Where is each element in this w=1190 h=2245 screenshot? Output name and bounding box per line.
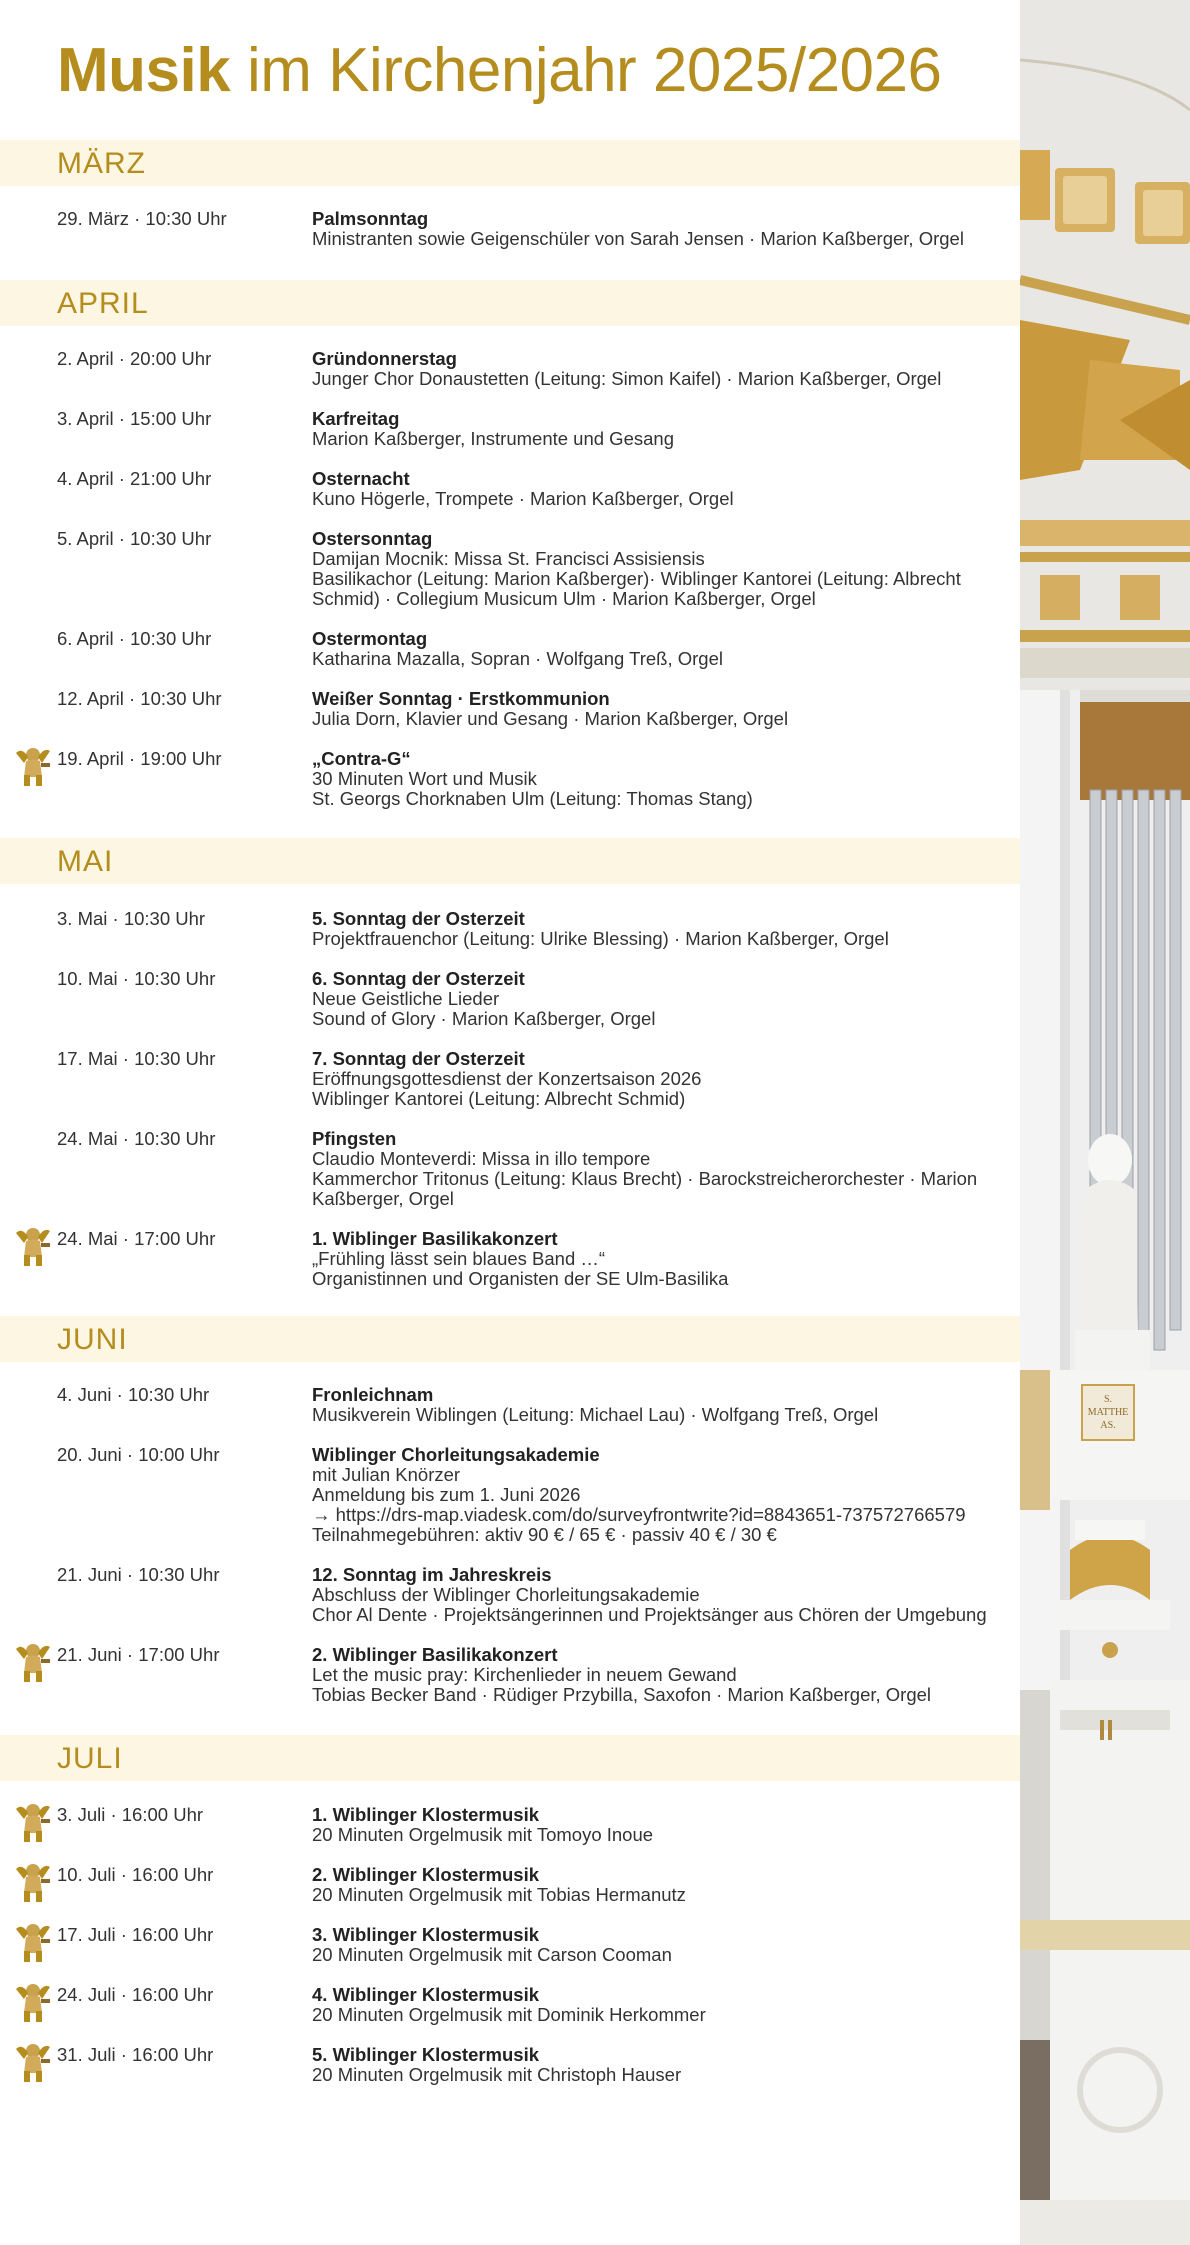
month-label: MÄRZ bbox=[57, 147, 146, 180]
cherub-icon bbox=[12, 1919, 54, 1963]
event-title: Weißer Sonntag · Erstkommunion bbox=[312, 688, 610, 709]
event-line: Organistinnen und Organisten der SE Ulm-Basilika bbox=[312, 1268, 729, 1289]
event-date: 4. Juni · 10:30 Uhr bbox=[57, 1384, 210, 1405]
month-header bbox=[0, 280, 1020, 326]
event-title: Wiblinger Chorleitungsakademie bbox=[312, 1444, 600, 1465]
month-label: APRIL bbox=[57, 287, 149, 320]
event-line: Wiblinger Kantorei (Leitung: Albrecht Schmid) bbox=[312, 1088, 686, 1109]
event-date: 21. Juni · 17:00 Uhr bbox=[57, 1644, 220, 1665]
month-label: JUNI bbox=[57, 1323, 128, 1356]
cherub-icon bbox=[12, 1979, 54, 2023]
event-line: St. Georgs Chorknaben Ulm (Leitung: Thomas Stang) bbox=[312, 788, 753, 809]
event-details bbox=[312, 1925, 1012, 1965]
event-details bbox=[312, 629, 1012, 669]
event-date: 3. Mai · 10:30 Uhr bbox=[57, 908, 206, 929]
church-organ-photo bbox=[1020, 0, 1190, 2245]
event-line: mit Julian Knörzer bbox=[312, 1464, 461, 1485]
event-title: 7. Sonntag der Osterzeit bbox=[312, 1048, 525, 1069]
event-details bbox=[312, 749, 1012, 809]
cherub-icon bbox=[12, 2039, 54, 2083]
event-line: 20 Minuten Orgelmusik mit Christoph Hauser bbox=[312, 2064, 682, 2085]
event-line: Julia Dorn, Klavier und Gesang · Marion Kaßberger, Orgel bbox=[312, 708, 789, 729]
month-header bbox=[0, 838, 1020, 884]
event-date: 6. April · 10:30 Uhr bbox=[57, 628, 212, 649]
event-details bbox=[312, 689, 1012, 729]
registration-link[interactable]: → https://drs-map.viadesk.com/do/surveyfrontwrite?id=8843651-737572766579 bbox=[312, 1504, 966, 1525]
event-line: Basilikachor (Leitung: Marion Kaßberger)· Wiblinger Kantorei (Leitung: Albrecht bbox=[312, 568, 961, 589]
event-date: 3. Juli · 16:00 Uhr bbox=[57, 1804, 204, 1825]
event-line: „Frühling lässt sein blaues Band …“ bbox=[312, 1248, 606, 1269]
event-date: 24. Mai · 10:30 Uhr bbox=[57, 1128, 216, 1149]
event-line: Neue Geistliche Lieder bbox=[312, 988, 500, 1009]
month-label: MAI bbox=[57, 845, 114, 878]
event-date: 5. April · 10:30 Uhr bbox=[57, 528, 212, 549]
event-line: Ministranten sowie Geigenschüler von Sarah Jensen · Marion Kaßberger, Orgel bbox=[312, 228, 964, 249]
event-details bbox=[312, 209, 1012, 249]
event-line: Chor Al Dente · Projektsängerinnen und Projektsänger aus Chören der Umgebung bbox=[312, 1604, 987, 1625]
event-date: 24. Juli · 16:00 Uhr bbox=[57, 1984, 214, 2005]
event-line: Marion Kaßberger, Instrumente und Gesang bbox=[312, 428, 674, 449]
event-title: Karfreitag bbox=[312, 408, 400, 429]
event-title: „Contra-G“ bbox=[312, 748, 411, 769]
event-line: 20 Minuten Orgelmusik mit Tobias Hermanutz bbox=[312, 1884, 686, 1905]
event-date: 17. Juli · 16:00 Uhr bbox=[57, 1924, 214, 1945]
event-line: Eröffnungsgottesdienst der Konzertsaison 2026 bbox=[312, 1068, 702, 1089]
event-date: 10. Juli · 16:00 Uhr bbox=[57, 1864, 214, 1885]
event-title: 12. Sonntag im Jahreskreis bbox=[312, 1564, 552, 1585]
event-details bbox=[312, 1049, 1012, 1109]
plaque-line-3: AS. bbox=[1100, 1420, 1116, 1431]
event-title: 3. Wiblinger Klostermusik bbox=[312, 1924, 540, 1945]
event-line: Kuno Högerle, Trompete · Marion Kaßberger, Orgel bbox=[312, 488, 734, 509]
event-line: Projektfrauenchor (Leitung: Ulrike Blessing) · Marion Kaßberger, Orgel bbox=[312, 928, 889, 949]
event-date: 4. April · 21:00 Uhr bbox=[57, 468, 212, 489]
plaque-line-1: S. bbox=[1103, 1394, 1113, 1405]
event-title: Ostersonntag bbox=[312, 528, 433, 549]
event-date: 21. Juni · 10:30 Uhr bbox=[57, 1564, 220, 1585]
event-details bbox=[312, 469, 1012, 509]
event-details bbox=[312, 529, 1012, 609]
event-title: 4. Wiblinger Klostermusik bbox=[312, 1984, 540, 2005]
event-date: 24. Mai · 17:00 Uhr bbox=[57, 1228, 216, 1249]
event-details bbox=[312, 1565, 1012, 1625]
cherub-icon bbox=[12, 1639, 54, 1683]
event-title: Osternacht bbox=[312, 468, 410, 489]
event-line: Tobias Becker Band · Rüdiger Przybilla, Saxofon · Marion Kaßberger, Orgel bbox=[312, 1684, 932, 1705]
event-title: 1. Wiblinger Klostermusik bbox=[312, 1804, 540, 1825]
title-rest: im Kirchenjahr 2025/2026 bbox=[246, 36, 942, 105]
month-label: JULI bbox=[57, 1742, 123, 1775]
event-line: 20 Minuten Orgelmusik mit Carson Cooman bbox=[312, 1944, 672, 1965]
event-date: 12. April · 10:30 Uhr bbox=[57, 688, 222, 709]
event-title: 2. Wiblinger Klostermusik bbox=[312, 1864, 540, 1885]
event-line: Katharina Mazalla, Sopran · Wolfgang Treß, Orgel bbox=[312, 648, 723, 669]
event-date: 31. Juli · 16:00 Uhr bbox=[57, 2044, 214, 2065]
organ-illustration bbox=[1020, 0, 1190, 2245]
event-line: Claudio Monteverdi: Missa in illo tempore bbox=[312, 1148, 651, 1169]
event-line: Anmeldung bis zum 1. Juni 2026 bbox=[312, 1484, 581, 1505]
event-line: Junger Chor Donaustetten (Leitung: Simon Kaifel) · Marion Kaßberger, Orgel bbox=[312, 368, 942, 389]
month-header bbox=[0, 1735, 1020, 1781]
event-date: 10. Mai · 10:30 Uhr bbox=[57, 968, 216, 989]
event-line: Sound of Glory · Marion Kaßberger, Orgel bbox=[312, 1008, 656, 1029]
event-line: Let the music pray: Kirchenlieder in neuem Gewand bbox=[312, 1664, 737, 1685]
event-details bbox=[312, 1129, 1012, 1209]
event-title: Pfingsten bbox=[312, 1128, 397, 1149]
event-details bbox=[312, 1805, 1012, 1845]
event-details bbox=[312, 1385, 1012, 1425]
event-line: 30 Minuten Wort und Musik bbox=[312, 768, 537, 789]
event-line: 20 Minuten Orgelmusik mit Dominik Herkommer bbox=[312, 2004, 706, 2025]
event-details bbox=[312, 1985, 1012, 2025]
event-title: 6. Sonntag der Osterzeit bbox=[312, 968, 525, 989]
plaque-line-2: MATTHE bbox=[1087, 1407, 1129, 1418]
month-header bbox=[0, 1316, 1020, 1362]
event-details bbox=[312, 1445, 1012, 1545]
event-details bbox=[312, 409, 1012, 449]
event-title: 1. Wiblinger Basilikakonzert bbox=[312, 1228, 558, 1249]
page-title bbox=[57, 34, 942, 108]
event-title: Ostermontag bbox=[312, 628, 428, 649]
event-line: 20 Minuten Orgelmusik mit Tomoyo Inoue bbox=[312, 1824, 654, 1845]
event-title: Fronleichnam bbox=[312, 1384, 434, 1405]
event-line: Schmid) · Collegium Musicum Ulm · Marion Kaßberger, Orgel bbox=[312, 588, 816, 609]
event-date: 29. März · 10:30 Uhr bbox=[57, 208, 227, 229]
event-line: Teilnahmegebühren: aktiv 90 € / 65 € · passiv 40 € / 30 € bbox=[312, 1524, 777, 1545]
event-line: Kammerchor Tritonus (Leitung: Klaus Brecht) · Barockstreicherorchester · Marion bbox=[312, 1168, 978, 1189]
event-line: Kaßberger, Orgel bbox=[312, 1188, 454, 1209]
cherub-icon bbox=[12, 1859, 54, 1903]
event-line: Damijan Mocnik: Missa St. Francisci Assisiensis bbox=[312, 548, 705, 569]
event-date: 3. April · 15:00 Uhr bbox=[57, 408, 212, 429]
event-details bbox=[312, 969, 1012, 1029]
event-title: 5. Wiblinger Klostermusik bbox=[312, 2044, 540, 2065]
cherub-icon bbox=[12, 743, 54, 787]
event-date: 19. April · 19:00 Uhr bbox=[57, 748, 222, 769]
event-date: 20. Juni · 10:00 Uhr bbox=[57, 1444, 220, 1465]
cherub-icon bbox=[12, 1799, 54, 1843]
event-details bbox=[312, 909, 1012, 949]
event-title: 2. Wiblinger Basilikakonzert bbox=[312, 1644, 558, 1665]
event-title: Palmsonntag bbox=[312, 208, 429, 229]
title-bold: Musik bbox=[57, 36, 231, 105]
event-title: Gründonnerstag bbox=[312, 348, 457, 369]
event-line: Musikverein Wiblingen (Leitung: Michael Lau) · Wolfgang Treß, Orgel bbox=[312, 1404, 879, 1425]
event-details bbox=[312, 349, 1012, 389]
event-details bbox=[312, 1645, 1012, 1705]
month-header bbox=[0, 140, 1020, 186]
event-details bbox=[312, 1229, 1012, 1289]
event-line: Abschluss der Wiblinger Chorleitungsakademie bbox=[312, 1584, 700, 1605]
event-title: 5. Sonntag der Osterzeit bbox=[312, 908, 525, 929]
event-date: 17. Mai · 10:30 Uhr bbox=[57, 1048, 216, 1069]
event-details bbox=[312, 1865, 1012, 1905]
event-date: 2. April · 20:00 Uhr bbox=[57, 348, 212, 369]
cherub-icon bbox=[12, 1223, 54, 1267]
event-details bbox=[312, 2045, 1012, 2085]
